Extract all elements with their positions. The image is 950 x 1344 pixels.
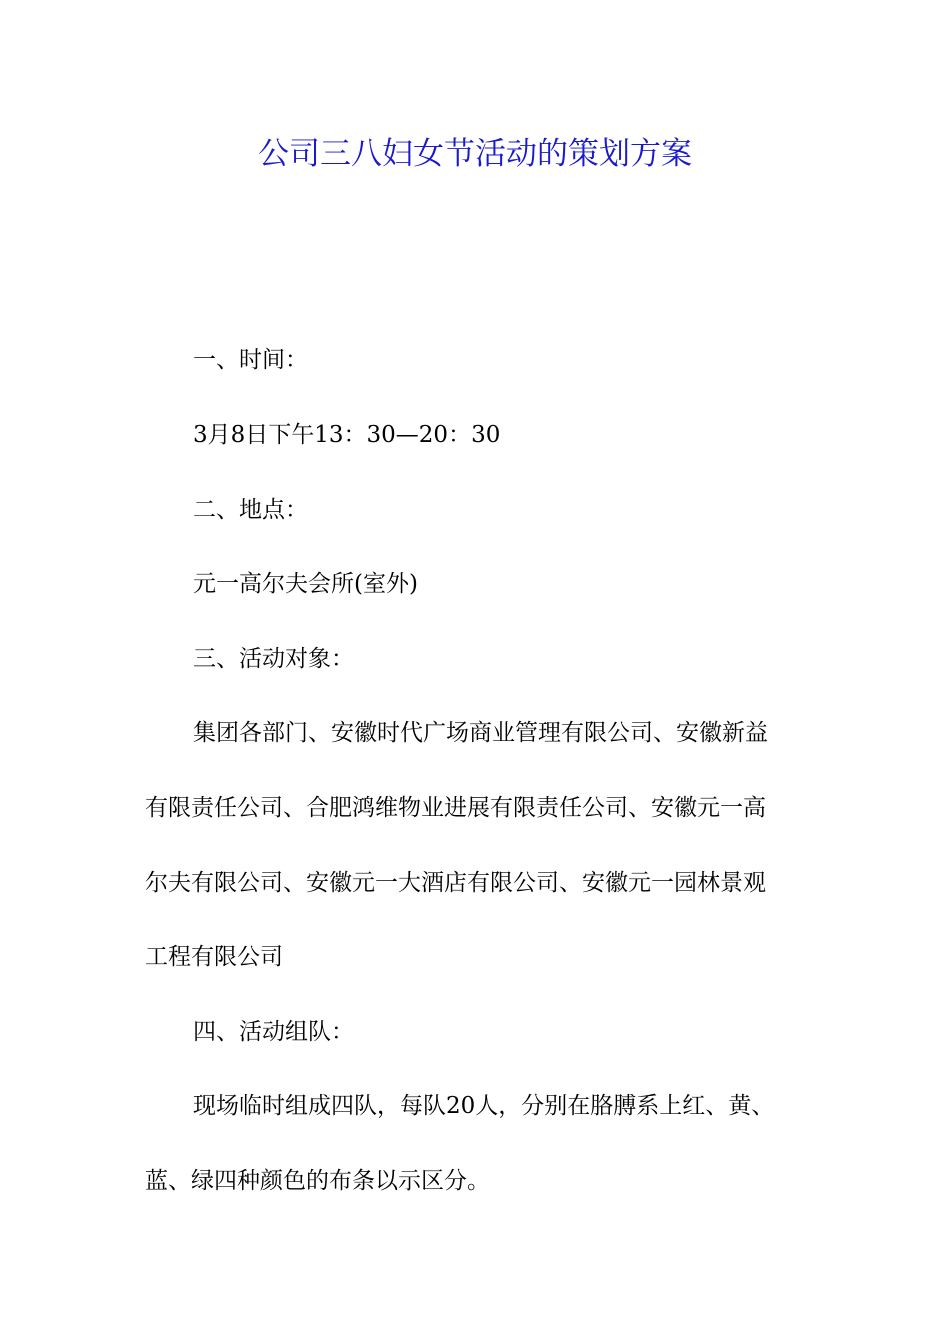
- teams-paragraph-line: 现场临时组成四队，每队20人，分别在胳膊系上红、黄、: [193, 1093, 775, 1119]
- section-heading-location: 二、地点：: [193, 497, 308, 523]
- participants-paragraph-line: 工程有限公司: [145, 944, 283, 970]
- teams-paragraph-line: 蓝、绿四种颜色的布条以示区分。: [145, 1168, 490, 1194]
- location-value: 元一高尔夫会所(室外): [193, 571, 418, 597]
- time-value: 3月8日下午13：30—20：30: [193, 422, 501, 448]
- section-heading-participants: 三、活动对象：: [193, 646, 354, 672]
- participants-paragraph-line: 有限责任公司、合肥鸿维物业进展有限责任公司、安徽元一高: [145, 795, 766, 821]
- participants-paragraph-line: 尔夫有限公司、安徽元一大酒店有限公司、安徽元一园林景观: [145, 870, 766, 896]
- section-heading-time: 一、时间：: [193, 347, 308, 373]
- document-title: 公司三八妇女节活动的策划方案: [258, 136, 692, 172]
- section-heading-teams: 四、活动组队：: [193, 1019, 354, 1045]
- participants-paragraph-line: 集团各部门、安徽时代广场商业管理有限公司、安徽新益: [193, 720, 768, 746]
